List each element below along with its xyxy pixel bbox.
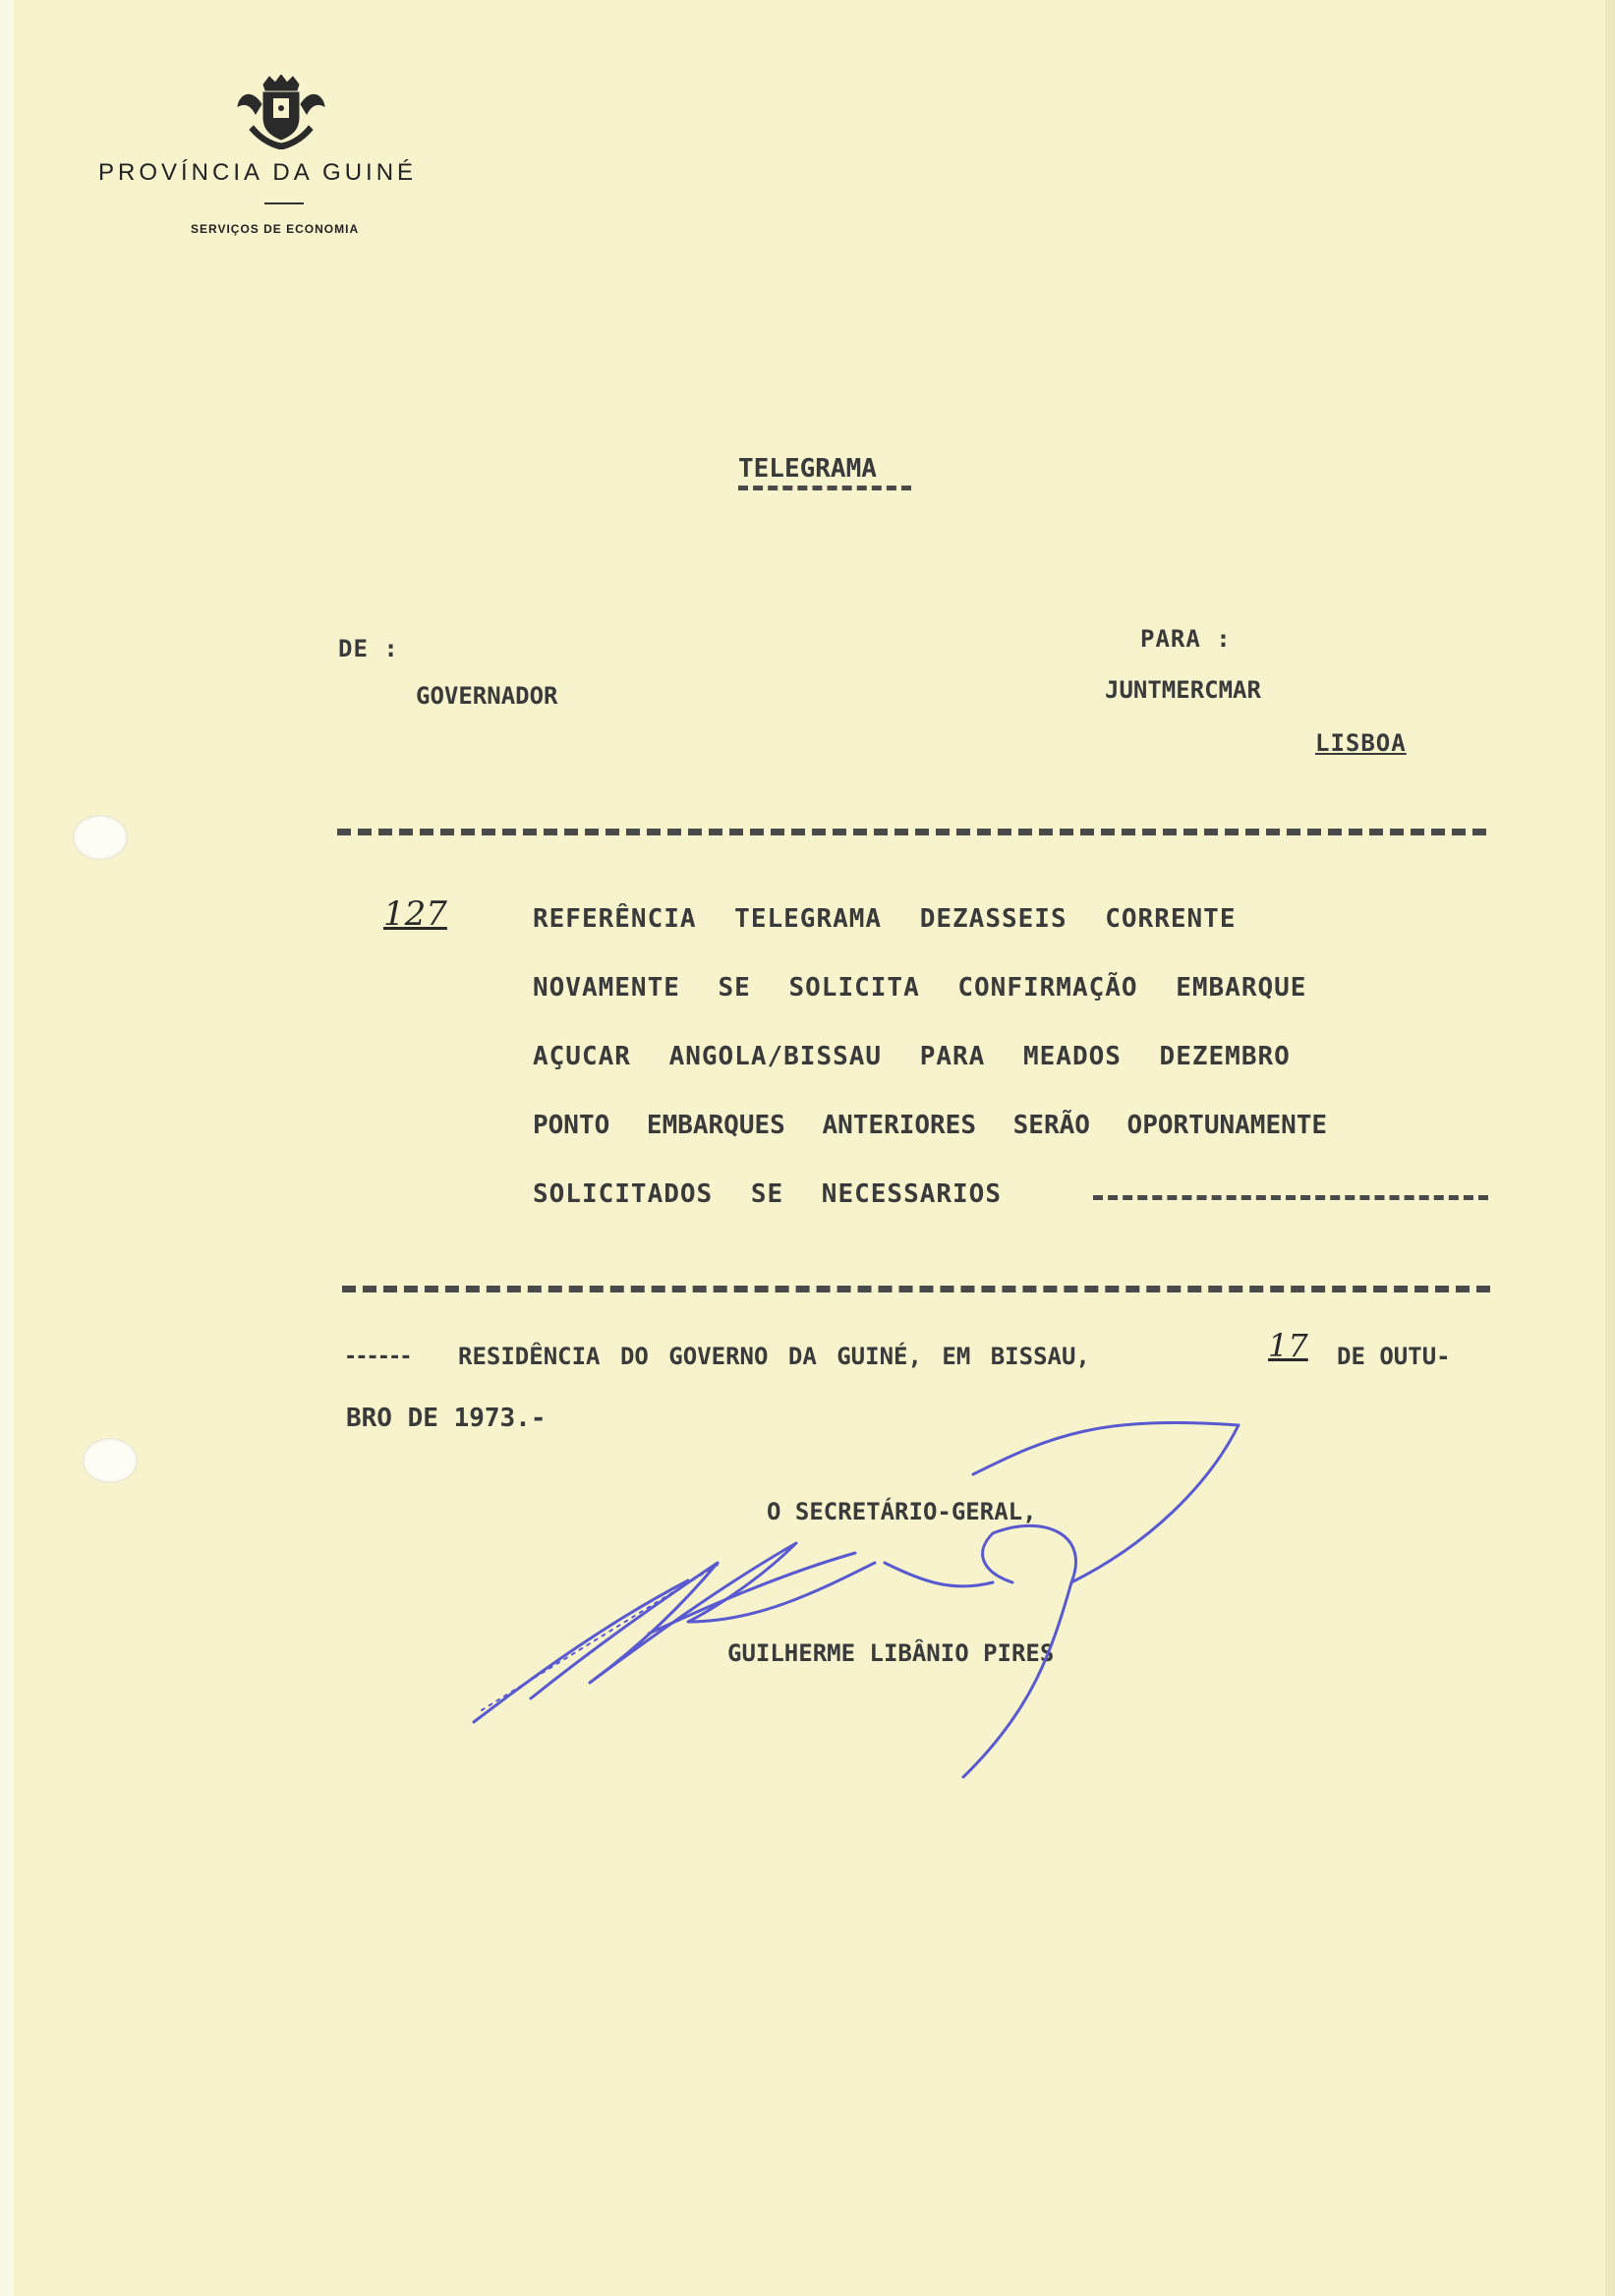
title-underline [738,486,911,490]
signature-title: O SECRETÁRIO-GERAL, [767,1498,1037,1525]
closing-day: 17 [1268,1327,1308,1364]
document-title: TELEGRAMA [738,454,877,484]
letterhead-divider [264,202,304,204]
divider-rule-top [337,829,1486,835]
from-value: GOVERNADOR [416,682,558,710]
closing-lead: ------ [344,1345,411,1369]
paper-edge-right [1605,0,1615,2296]
letterhead-department: SERVIÇOS DE ECONOMIA [191,222,360,236]
message-number: 127 [383,894,447,934]
to-value: JUNTMERCMAR [1105,676,1261,704]
closing-date-line: BRO DE 1973.- [346,1404,547,1433]
letterhead-province: PROVÍNCIA DA GUINÉ [98,159,418,186]
handwritten-signature [462,1415,1268,1789]
message-end-fill [1093,1195,1488,1200]
message-line: AÇUCAR ANGOLA/BISSAU PARA MEADOS DEZEMBRO [533,1042,1291,1071]
signature-name: GUILHERME LIBÂNIO PIRES [727,1639,1055,1667]
message-line: PONTO EMBARQUES ANTERIORES SERÃO OPORTUNAMENTE [533,1111,1328,1140]
closing-month-start: DE OUTU- [1337,1343,1451,1370]
coat-of-arms-emblem [234,75,328,149]
closing-text: RESIDÊNCIA DO GOVERNO DA GUINÉ, EM BISSAU, [458,1343,1090,1370]
punch-hole-upper [73,815,128,860]
from-label: DE : [338,635,399,662]
paper-edge-left [0,0,14,2296]
to-label: PARA : [1140,625,1232,653]
to-city: LISBOA [1315,729,1407,757]
message-line: NOVAMENTE SE SOLICITA CONFIRMAÇÃO EMBARQUE [533,973,1307,1003]
message-line: SOLICITADOS SE NECESSARIOS [533,1179,1002,1209]
message-line: REFERÊNCIA TELEGRAMA DEZASSEIS CORRENTE [533,904,1237,934]
divider-rule-bottom [342,1286,1490,1292]
punch-hole-lower [83,1438,138,1483]
